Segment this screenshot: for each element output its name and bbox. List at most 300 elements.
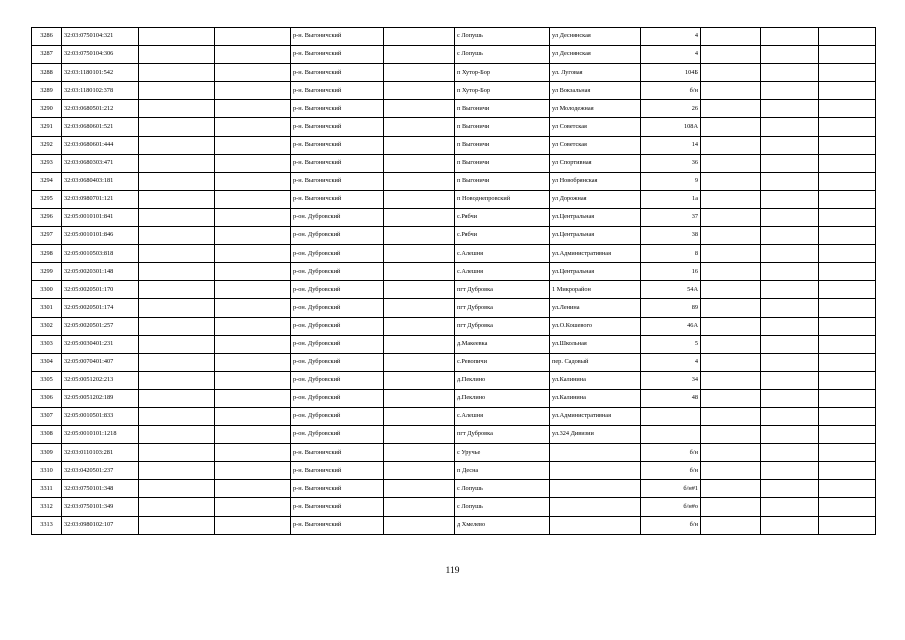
district-cell: р-он. Дубровский — [291, 299, 384, 317]
row-number-cell: 3304 — [32, 353, 62, 371]
table-row — [32, 172, 876, 190]
empty-cell — [139, 317, 215, 335]
street-cell: ул Вокзальная — [550, 82, 641, 100]
district-cell: р-н. Выгоничский — [291, 498, 384, 516]
table-row — [32, 136, 876, 154]
empty-cell — [215, 462, 291, 480]
locality-cell: с.Рябчи — [455, 208, 550, 226]
house-number-cell: 4 — [641, 28, 701, 46]
empty-cell — [139, 299, 215, 317]
house-number-cell: 54А — [641, 281, 701, 299]
empty-cell — [384, 462, 455, 480]
empty-cell — [139, 227, 215, 245]
empty-cell — [761, 407, 819, 425]
empty-cell — [215, 28, 291, 46]
locality-cell: д.Пеклино — [455, 371, 550, 389]
row-number-cell: 3286 — [32, 28, 62, 46]
records-table — [31, 27, 876, 535]
empty-cell — [761, 46, 819, 64]
district-cell: р-он. Дубровский — [291, 227, 384, 245]
street-cell: ул Деснянская — [550, 28, 641, 46]
empty-cell — [384, 64, 455, 82]
empty-cell — [701, 317, 761, 335]
district-cell: р-н. Выгоничский — [291, 172, 384, 190]
locality-cell: пгт Дубровка — [455, 281, 550, 299]
empty-cell — [384, 480, 455, 498]
locality-cell: с Лопушь — [455, 498, 550, 516]
empty-cell — [761, 462, 819, 480]
empty-cell — [139, 516, 215, 534]
empty-cell — [139, 172, 215, 190]
empty-cell — [819, 263, 876, 281]
cadastral-number-cell: 32:03:0980701:121 — [62, 190, 139, 208]
row-number-cell: 3288 — [32, 64, 62, 82]
empty-cell — [761, 335, 819, 353]
empty-cell — [761, 498, 819, 516]
table-row — [32, 462, 876, 480]
empty-cell — [215, 498, 291, 516]
street-cell: ул Дорожная — [550, 190, 641, 208]
locality-cell: п Выгоничи — [455, 172, 550, 190]
empty-cell — [139, 82, 215, 100]
empty-cell — [215, 118, 291, 136]
empty-cell — [761, 208, 819, 226]
page-number: 119 — [445, 566, 460, 576]
house-number-cell: 5 — [641, 335, 701, 353]
empty-cell — [819, 498, 876, 516]
empty-cell — [819, 335, 876, 353]
empty-cell — [761, 172, 819, 190]
empty-cell — [139, 426, 215, 444]
cadastral-number-cell: 32:05:0051202:213 — [62, 371, 139, 389]
empty-cell — [761, 426, 819, 444]
empty-cell — [384, 46, 455, 64]
empty-cell — [215, 154, 291, 172]
street-cell: ул Советская — [550, 118, 641, 136]
empty-cell — [819, 172, 876, 190]
house-number-cell: 104Б — [641, 64, 701, 82]
cadastral-number-cell: 32:03:0680601:521 — [62, 118, 139, 136]
empty-cell — [701, 154, 761, 172]
street-cell: 1 Микрорайон — [550, 281, 641, 299]
district-cell: р-он. Дубровский — [291, 317, 384, 335]
empty-cell — [819, 389, 876, 407]
empty-cell — [139, 462, 215, 480]
empty-cell — [819, 227, 876, 245]
house-number-cell: 34 — [641, 371, 701, 389]
empty-cell — [215, 172, 291, 190]
empty-cell — [139, 444, 215, 462]
empty-cell — [819, 136, 876, 154]
cadastral-number-cell: 32:05:0070401:407 — [62, 353, 139, 371]
locality-cell: с.Алешня — [455, 263, 550, 281]
cadastral-number-cell: 32:05:0051202:189 — [62, 389, 139, 407]
empty-cell — [384, 498, 455, 516]
locality-cell: п Хутор-Бор — [455, 64, 550, 82]
empty-cell — [384, 208, 455, 226]
locality-cell: п Новоднепровский — [455, 190, 550, 208]
district-cell: р-н. Выгоничский — [291, 64, 384, 82]
empty-cell — [384, 245, 455, 263]
cadastral-number-cell: 32:05:0020501:170 — [62, 281, 139, 299]
empty-cell — [701, 172, 761, 190]
locality-cell: с.Рябчи — [455, 227, 550, 245]
empty-cell — [139, 407, 215, 425]
street-cell: ул Спортивная — [550, 154, 641, 172]
table-row — [32, 100, 876, 118]
table-row — [32, 28, 876, 46]
table-row — [32, 389, 876, 407]
empty-cell — [215, 516, 291, 534]
empty-cell — [215, 335, 291, 353]
district-cell: р-он. Дубровский — [291, 245, 384, 263]
street-cell — [550, 498, 641, 516]
street-cell: ул.Центральная — [550, 263, 641, 281]
table-body — [32, 28, 876, 535]
table-row — [32, 154, 876, 172]
empty-cell — [384, 407, 455, 425]
empty-cell — [139, 190, 215, 208]
empty-cell — [215, 389, 291, 407]
empty-cell — [701, 353, 761, 371]
street-cell: ул.Центральная — [550, 208, 641, 226]
empty-cell — [819, 281, 876, 299]
house-number-cell: б/н — [641, 82, 701, 100]
street-cell: ул.Административная — [550, 245, 641, 263]
empty-cell — [139, 245, 215, 263]
locality-cell: пгт Дубровка — [455, 426, 550, 444]
empty-cell — [215, 444, 291, 462]
district-cell: р-н. Выгоничский — [291, 462, 384, 480]
street-cell: ул.324 Дивизии — [550, 426, 641, 444]
house-number-cell: 16 — [641, 263, 701, 281]
locality-cell: п Выгоничи — [455, 118, 550, 136]
empty-cell — [215, 100, 291, 118]
locality-cell: д.Макеевка — [455, 335, 550, 353]
empty-cell — [215, 263, 291, 281]
table-row — [32, 281, 876, 299]
cadastral-number-cell: 32:03:1180102:378 — [62, 82, 139, 100]
empty-cell — [215, 245, 291, 263]
empty-cell — [384, 299, 455, 317]
empty-cell — [384, 371, 455, 389]
house-number-cell: 26 — [641, 100, 701, 118]
table-row — [32, 263, 876, 281]
district-cell: р-он. Дубровский — [291, 371, 384, 389]
street-cell: ул Советская — [550, 136, 641, 154]
locality-cell: пгт Дубровка — [455, 299, 550, 317]
row-number-cell: 3312 — [32, 498, 62, 516]
street-cell: ул Молодежная — [550, 100, 641, 118]
row-number-cell: 3308 — [32, 426, 62, 444]
street-cell: ул Деснянская — [550, 46, 641, 64]
row-number-cell: 3296 — [32, 208, 62, 226]
district-cell: р-н. Выгоничский — [291, 444, 384, 462]
table-row — [32, 299, 876, 317]
empty-cell — [384, 118, 455, 136]
empty-cell — [384, 100, 455, 118]
street-cell — [550, 516, 641, 534]
empty-cell — [761, 516, 819, 534]
empty-cell — [761, 245, 819, 263]
empty-cell — [701, 281, 761, 299]
empty-cell — [701, 335, 761, 353]
empty-cell — [701, 227, 761, 245]
empty-cell — [819, 154, 876, 172]
table-row — [32, 317, 876, 335]
empty-cell — [701, 407, 761, 425]
row-number-cell: 3313 — [32, 516, 62, 534]
table-row — [32, 118, 876, 136]
empty-cell — [139, 136, 215, 154]
empty-cell — [384, 172, 455, 190]
empty-cell — [701, 444, 761, 462]
house-number-cell — [641, 426, 701, 444]
cadastral-number-cell: 32:03:0750104:306 — [62, 46, 139, 64]
district-cell: р-н. Выгоничский — [291, 28, 384, 46]
house-number-cell: б/н#о — [641, 498, 701, 516]
empty-cell — [384, 82, 455, 100]
row-number-cell: 3301 — [32, 299, 62, 317]
district-cell: р-н. Выгоничский — [291, 136, 384, 154]
house-number-cell: 1а — [641, 190, 701, 208]
empty-cell — [701, 82, 761, 100]
empty-cell — [819, 462, 876, 480]
empty-cell — [701, 46, 761, 64]
empty-cell — [139, 498, 215, 516]
row-number-cell: 3297 — [32, 227, 62, 245]
street-cell: ул.Школьная — [550, 335, 641, 353]
empty-cell — [139, 118, 215, 136]
row-number-cell: 3302 — [32, 317, 62, 335]
house-number-cell: 4 — [641, 353, 701, 371]
street-cell — [550, 444, 641, 462]
empty-cell — [761, 82, 819, 100]
empty-cell — [215, 353, 291, 371]
district-cell: р-он. Дубровский — [291, 389, 384, 407]
empty-cell — [139, 28, 215, 46]
empty-cell — [384, 281, 455, 299]
empty-cell — [761, 371, 819, 389]
locality-cell: с.Ревопичи — [455, 353, 550, 371]
house-number-cell: б/н — [641, 462, 701, 480]
empty-cell — [819, 82, 876, 100]
table-row — [32, 516, 876, 534]
house-number-cell: б/н — [641, 516, 701, 534]
cadastral-number-cell: 32:03:0680403:181 — [62, 172, 139, 190]
street-cell: ул.Калинина — [550, 389, 641, 407]
table-row — [32, 371, 876, 389]
cadastral-number-cell: 32:05:0010101:841 — [62, 208, 139, 226]
district-cell: р-н. Выгоничский — [291, 82, 384, 100]
district-cell: р-он. Дубровский — [291, 426, 384, 444]
row-number-cell: 3299 — [32, 263, 62, 281]
street-cell — [550, 462, 641, 480]
district-cell: р-н. Выгоничский — [291, 480, 384, 498]
house-number-cell: 4 — [641, 46, 701, 64]
empty-cell — [701, 100, 761, 118]
empty-cell — [215, 407, 291, 425]
cadastral-number-cell: 32:05:0020501:257 — [62, 317, 139, 335]
empty-cell — [761, 281, 819, 299]
empty-cell — [819, 407, 876, 425]
district-cell: р-он. Дубровский — [291, 263, 384, 281]
empty-cell — [215, 136, 291, 154]
cadastral-number-cell: 32:05:0020501:174 — [62, 299, 139, 317]
empty-cell — [215, 227, 291, 245]
empty-cell — [139, 353, 215, 371]
cadastral-number-cell: 32:05:0020301:148 — [62, 263, 139, 281]
empty-cell — [139, 335, 215, 353]
empty-cell — [761, 480, 819, 498]
table-row — [32, 245, 876, 263]
table-row — [32, 190, 876, 208]
row-number-cell: 3292 — [32, 136, 62, 154]
empty-cell — [701, 426, 761, 444]
empty-cell — [819, 444, 876, 462]
empty-cell — [819, 64, 876, 82]
empty-cell — [139, 208, 215, 226]
locality-cell: с Лопушь — [455, 46, 550, 64]
empty-cell — [819, 190, 876, 208]
cadastral-number-cell: 32:03:0750101:349 — [62, 498, 139, 516]
empty-cell — [139, 154, 215, 172]
empty-cell — [139, 64, 215, 82]
empty-cell — [819, 426, 876, 444]
empty-cell — [215, 64, 291, 82]
district-cell: р-н. Выгоничский — [291, 100, 384, 118]
row-number-cell: 3300 — [32, 281, 62, 299]
empty-cell — [819, 353, 876, 371]
empty-cell — [819, 516, 876, 534]
empty-cell — [139, 480, 215, 498]
locality-cell: пгт Дубровка — [455, 317, 550, 335]
house-number-cell: 14 — [641, 136, 701, 154]
empty-cell — [384, 28, 455, 46]
empty-cell — [761, 118, 819, 136]
cadastral-number-cell: 32:05:0030401:231 — [62, 335, 139, 353]
empty-cell — [215, 208, 291, 226]
empty-cell — [384, 516, 455, 534]
cadastral-number-cell: 32:03:1180101:542 — [62, 64, 139, 82]
empty-cell — [701, 245, 761, 263]
row-number-cell: 3311 — [32, 480, 62, 498]
table-row — [32, 498, 876, 516]
street-cell: пер. Садовый — [550, 353, 641, 371]
cadastral-number-cell: 32:03:0750101:348 — [62, 480, 139, 498]
empty-cell — [384, 190, 455, 208]
house-number-cell: б/н#1 — [641, 480, 701, 498]
empty-cell — [384, 426, 455, 444]
empty-cell — [761, 64, 819, 82]
street-cell: ул.Административная — [550, 407, 641, 425]
empty-cell — [215, 299, 291, 317]
empty-cell — [761, 299, 819, 317]
house-number-cell: 38 — [641, 227, 701, 245]
house-number-cell: 46А — [641, 317, 701, 335]
district-cell: р-он. Дубровский — [291, 353, 384, 371]
empty-cell — [701, 462, 761, 480]
row-number-cell: 3287 — [32, 46, 62, 64]
empty-cell — [761, 353, 819, 371]
empty-cell — [761, 444, 819, 462]
locality-cell: д.Пеклино — [455, 389, 550, 407]
empty-cell — [701, 28, 761, 46]
empty-cell — [215, 190, 291, 208]
empty-cell — [384, 227, 455, 245]
table-row — [32, 407, 876, 425]
empty-cell — [701, 516, 761, 534]
row-number-cell: 3293 — [32, 154, 62, 172]
empty-cell — [761, 28, 819, 46]
house-number-cell: 37 — [641, 208, 701, 226]
cadastral-number-cell: 32:03:0680303:471 — [62, 154, 139, 172]
empty-cell — [215, 281, 291, 299]
district-cell: р-он. Дубровский — [291, 407, 384, 425]
row-number-cell: 3290 — [32, 100, 62, 118]
locality-cell: п Десна — [455, 462, 550, 480]
locality-cell: д Хмелево — [455, 516, 550, 534]
row-number-cell: 3298 — [32, 245, 62, 263]
empty-cell — [215, 426, 291, 444]
street-cell — [550, 480, 641, 498]
table-row — [32, 444, 876, 462]
empty-cell — [761, 136, 819, 154]
locality-cell: с.Алешня — [455, 245, 550, 263]
table-row — [32, 480, 876, 498]
row-number-cell: 3294 — [32, 172, 62, 190]
row-number-cell: 3289 — [32, 82, 62, 100]
table-row — [32, 426, 876, 444]
empty-cell — [701, 371, 761, 389]
district-cell: р-он. Дубровский — [291, 208, 384, 226]
empty-cell — [384, 263, 455, 281]
empty-cell — [139, 263, 215, 281]
locality-cell: п Выгоничи — [455, 154, 550, 172]
empty-cell — [384, 154, 455, 172]
house-number-cell: 9 — [641, 172, 701, 190]
cadastral-number-cell: 32:03:0680501:212 — [62, 100, 139, 118]
cadastral-number-cell: 32:05:0010503:818 — [62, 245, 139, 263]
empty-cell — [819, 317, 876, 335]
empty-cell — [819, 371, 876, 389]
locality-cell: п Хутор-Бор — [455, 82, 550, 100]
empty-cell — [215, 82, 291, 100]
locality-cell: п Выгоничи — [455, 100, 550, 118]
district-cell: р-н. Выгоничский — [291, 190, 384, 208]
empty-cell — [384, 389, 455, 407]
cadastral-number-cell: 32:03:0680601:444 — [62, 136, 139, 154]
row-number-cell: 3310 — [32, 462, 62, 480]
row-number-cell: 3307 — [32, 407, 62, 425]
street-cell: ул.Центральная — [550, 227, 641, 245]
empty-cell — [701, 498, 761, 516]
house-number-cell — [641, 407, 701, 425]
row-number-cell: 3295 — [32, 190, 62, 208]
empty-cell — [139, 371, 215, 389]
street-cell: ул.Калинина — [550, 371, 641, 389]
cadastral-number-cell: 32:03:0750104:321 — [62, 28, 139, 46]
empty-cell — [761, 263, 819, 281]
locality-cell: с Лопушь — [455, 28, 550, 46]
empty-cell — [819, 208, 876, 226]
empty-cell — [139, 100, 215, 118]
empty-cell — [819, 245, 876, 263]
empty-cell — [384, 335, 455, 353]
row-number-cell: 3305 — [32, 371, 62, 389]
house-number-cell: 36 — [641, 154, 701, 172]
row-number-cell: 3309 — [32, 444, 62, 462]
